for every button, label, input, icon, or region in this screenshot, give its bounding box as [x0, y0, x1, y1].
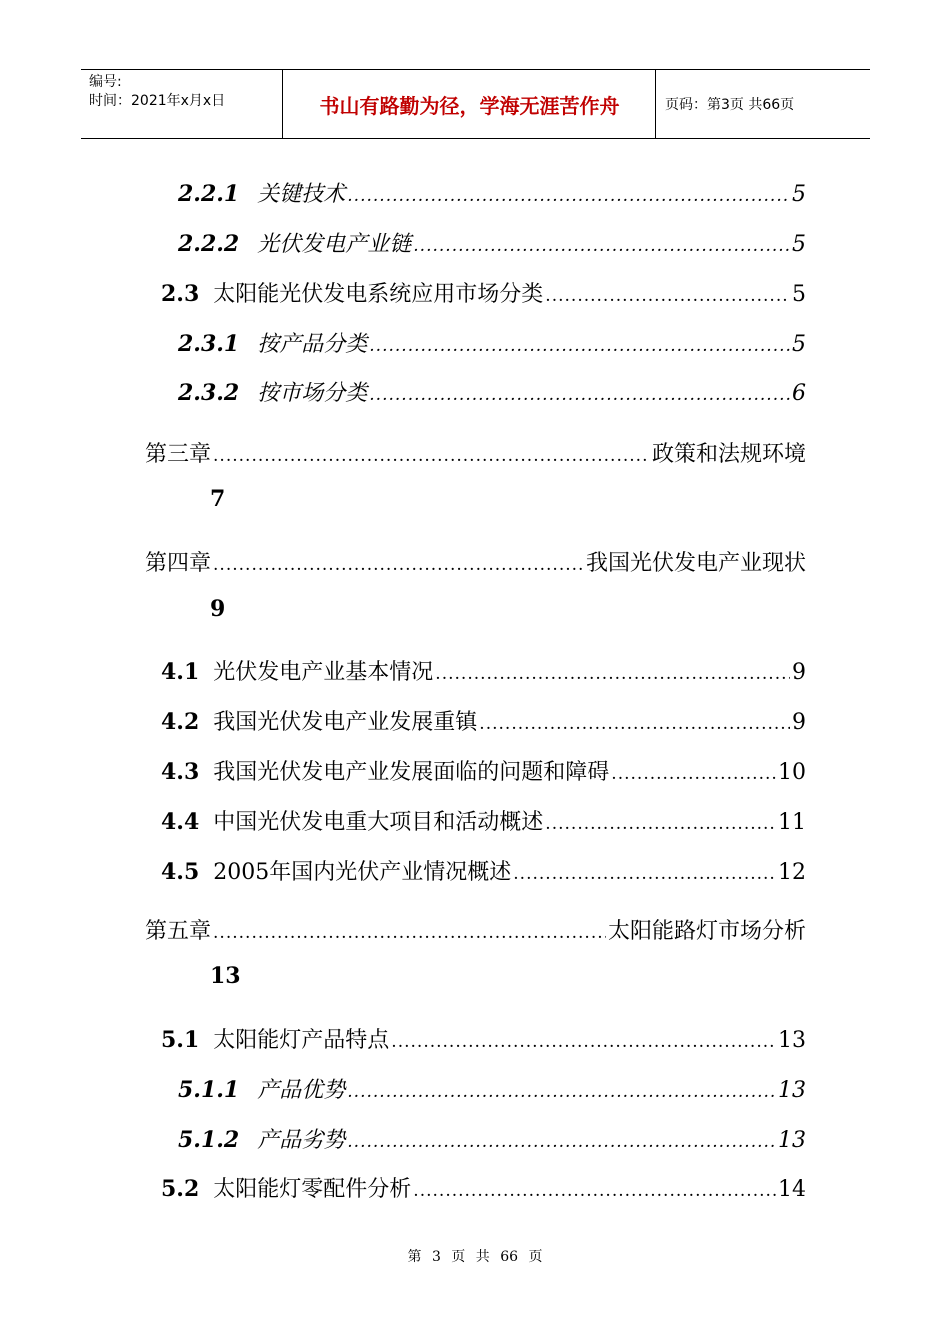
- toc-chapter[interactable]: [145, 546, 806, 576]
- toc-number: 第五章: [145, 919, 212, 944]
- toc-title: 光伏发电产业链: [257, 232, 412, 257]
- toc-leader: [413, 236, 790, 256]
- toc-number: 2.3.1: [178, 331, 240, 357]
- toc-number: 5.2: [161, 1176, 200, 1202]
- toc-page: 5: [792, 332, 806, 357]
- toc-number: 4.2: [161, 709, 200, 735]
- toc-number: 2.3.2: [178, 380, 240, 406]
- toc-title: 太阳能光伏发电系统应用市场分类: [213, 282, 544, 307]
- toc-leader: [545, 814, 776, 834]
- toc-page: 5: [792, 232, 806, 257]
- toc-leader: [369, 336, 790, 356]
- toc-title: 光伏发电产业基本情况: [213, 660, 434, 685]
- toc-entry[interactable]: [161, 755, 806, 785]
- toc-leader: [545, 286, 790, 306]
- toc-title: 2005年国内光伏产业情况概述: [213, 860, 512, 885]
- toc-entry[interactable]: [161, 277, 806, 307]
- toc-leader: [479, 714, 790, 734]
- toc-number: 5.1.2: [178, 1127, 240, 1153]
- toc-page: 5: [792, 182, 806, 207]
- toc-title: 产品劣势: [257, 1128, 346, 1153]
- toc-entry[interactable]: [161, 1172, 806, 1202]
- toc-page: 9: [792, 710, 806, 735]
- toc-entry[interactable]: [178, 376, 806, 406]
- toc-entry[interactable]: [161, 805, 806, 835]
- toc-page: 6: [792, 381, 806, 406]
- toc-chapter[interactable]: [145, 914, 806, 944]
- toc-number: 2.2.2: [178, 231, 240, 257]
- toc-title: 太阳能灯零配件分析: [213, 1177, 412, 1202]
- page-footer: 第 3 页 共 66 页: [407, 1249, 543, 1265]
- toc-entry[interactable]: [178, 1073, 806, 1103]
- toc-page: 13: [778, 1028, 806, 1053]
- toc-title: 关键技术: [257, 182, 346, 207]
- toc-leader: [435, 664, 790, 684]
- toc-page: 9: [210, 596, 226, 622]
- toc-entry[interactable]: [161, 705, 806, 735]
- toc-leader: [413, 1181, 776, 1201]
- header-page-info: 页码：第3页 共66页: [665, 97, 795, 113]
- toc-leader: [213, 446, 650, 466]
- toc-number: 4.4: [161, 809, 200, 835]
- toc-page: 10: [778, 760, 806, 785]
- toc-page: 14: [778, 1177, 806, 1202]
- toc-leader: [347, 1132, 776, 1152]
- toc-title: 按产品分类: [257, 332, 368, 357]
- toc-title: 我国光伏发电产业发展重镇: [213, 710, 478, 735]
- toc-page: 13: [210, 963, 241, 989]
- toc-chapter[interactable]: [145, 437, 806, 467]
- toc-title: 政策和法规环境: [651, 442, 806, 467]
- toc-title: 太阳能灯产品特点: [213, 1028, 390, 1053]
- toc-page: 11: [778, 810, 806, 835]
- toc-number: 2.3: [161, 281, 200, 307]
- toc-number: 4.3: [161, 759, 200, 785]
- toc-number: 5.1: [161, 1027, 200, 1053]
- toc-entry[interactable]: [161, 855, 806, 885]
- toc-title: 我国光伏发电产业现状: [585, 551, 806, 576]
- header-motto: 书山有路勤为径，学海无涯苦作舟: [319, 93, 620, 118]
- toc-leader: [213, 555, 584, 575]
- document-time-label: 时间：2021年x月x日: [89, 93, 226, 109]
- toc-leader: [611, 764, 776, 784]
- toc-leader: [513, 864, 776, 884]
- toc-entry[interactable]: [178, 327, 806, 357]
- header-left: [89, 73, 225, 111]
- toc-title: 中国光伏发电重大项目和活动概述: [213, 810, 544, 835]
- toc-page: 9: [792, 660, 806, 685]
- toc-title: 产品优势: [257, 1078, 346, 1103]
- toc-number: 2.2.1: [178, 181, 240, 207]
- toc-title: 太阳能路灯市场分析: [607, 919, 806, 944]
- toc-leader: [347, 1082, 776, 1102]
- toc-page: 13: [778, 1128, 806, 1153]
- toc-entry[interactable]: [178, 227, 806, 257]
- toc-number: 第四章: [145, 551, 212, 576]
- toc-number: 5.1.1: [178, 1077, 240, 1103]
- toc-page: 12: [778, 860, 806, 885]
- toc-number: 4.5: [161, 859, 200, 885]
- toc-leader: [347, 186, 790, 206]
- toc-entry[interactable]: [178, 1123, 806, 1153]
- toc-page: 13: [778, 1078, 806, 1103]
- toc-leader: [391, 1032, 776, 1052]
- document-number-label: 编号:: [89, 74, 122, 90]
- toc-title: 我国光伏发电产业发展面临的问题和障碍: [213, 760, 610, 785]
- toc-entry[interactable]: [178, 177, 806, 207]
- toc-title: 按市场分类: [257, 381, 368, 406]
- toc-page: 7: [210, 486, 226, 512]
- toc-leader: [369, 385, 790, 405]
- toc-page: 5: [792, 282, 806, 307]
- toc-entry[interactable]: [161, 655, 806, 685]
- page-header: [81, 69, 870, 139]
- toc-entry[interactable]: [161, 1023, 806, 1053]
- toc-number: 4.1: [161, 659, 200, 685]
- toc-number: 第三章: [145, 442, 212, 467]
- toc-leader: [213, 923, 606, 943]
